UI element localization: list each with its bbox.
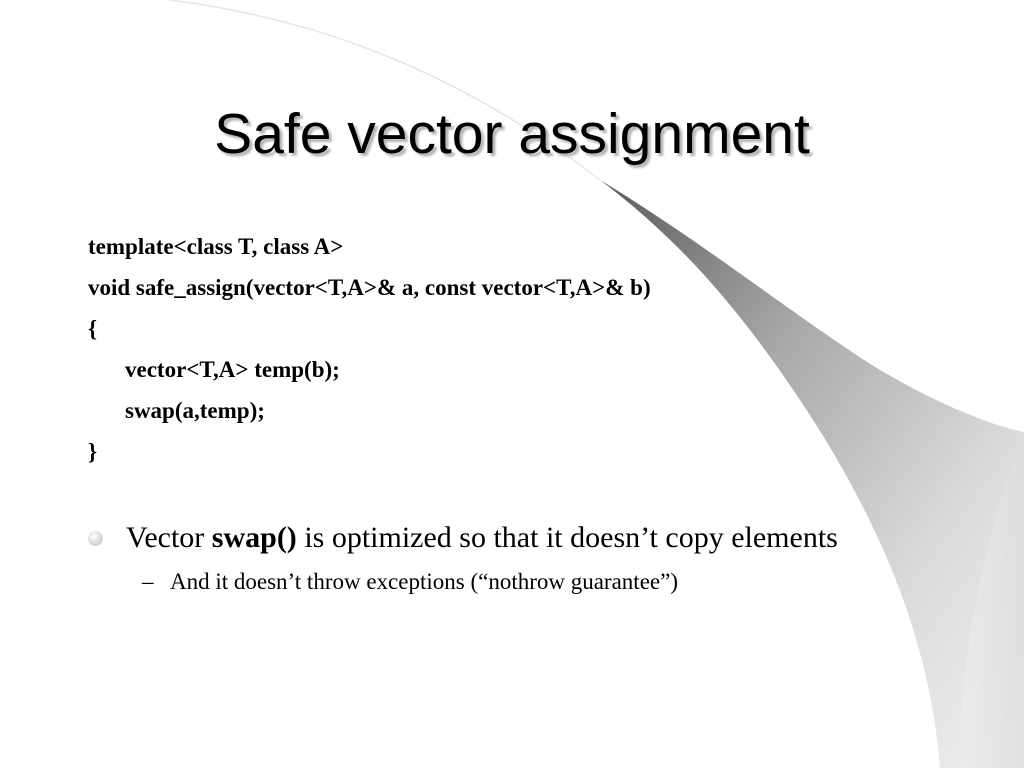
sub-bullet-text: And it doesn’t throw exceptions (“nothrow guarantee”) (170, 569, 678, 594)
code-line: swap(a,temp); (125, 398, 265, 423)
bullet-item (88, 516, 838, 560)
slide-title: Safe vector assignment (214, 102, 810, 166)
sub-bullet-dash: – (142, 569, 154, 594)
code-block (88, 226, 651, 472)
bullet-dot-icon (88, 531, 103, 546)
bullet-text (126, 521, 838, 555)
code-line: { (88, 316, 98, 341)
code-line: } (88, 439, 98, 464)
sub-bullet-item (142, 564, 678, 600)
bullet-text-prefix: Vector (126, 521, 212, 554)
bullet-text-bold: swap() (211, 521, 297, 554)
code-line: template<class T, class A> (88, 234, 344, 259)
code-line: void safe_assign(vector<T,A>& a, const vector<T,A>& b) (88, 275, 651, 300)
bullet-text-suffix: is optimized so that it doesn’t copy elements (296, 521, 838, 554)
code-line: vector<T,A> temp(b); (125, 357, 340, 382)
